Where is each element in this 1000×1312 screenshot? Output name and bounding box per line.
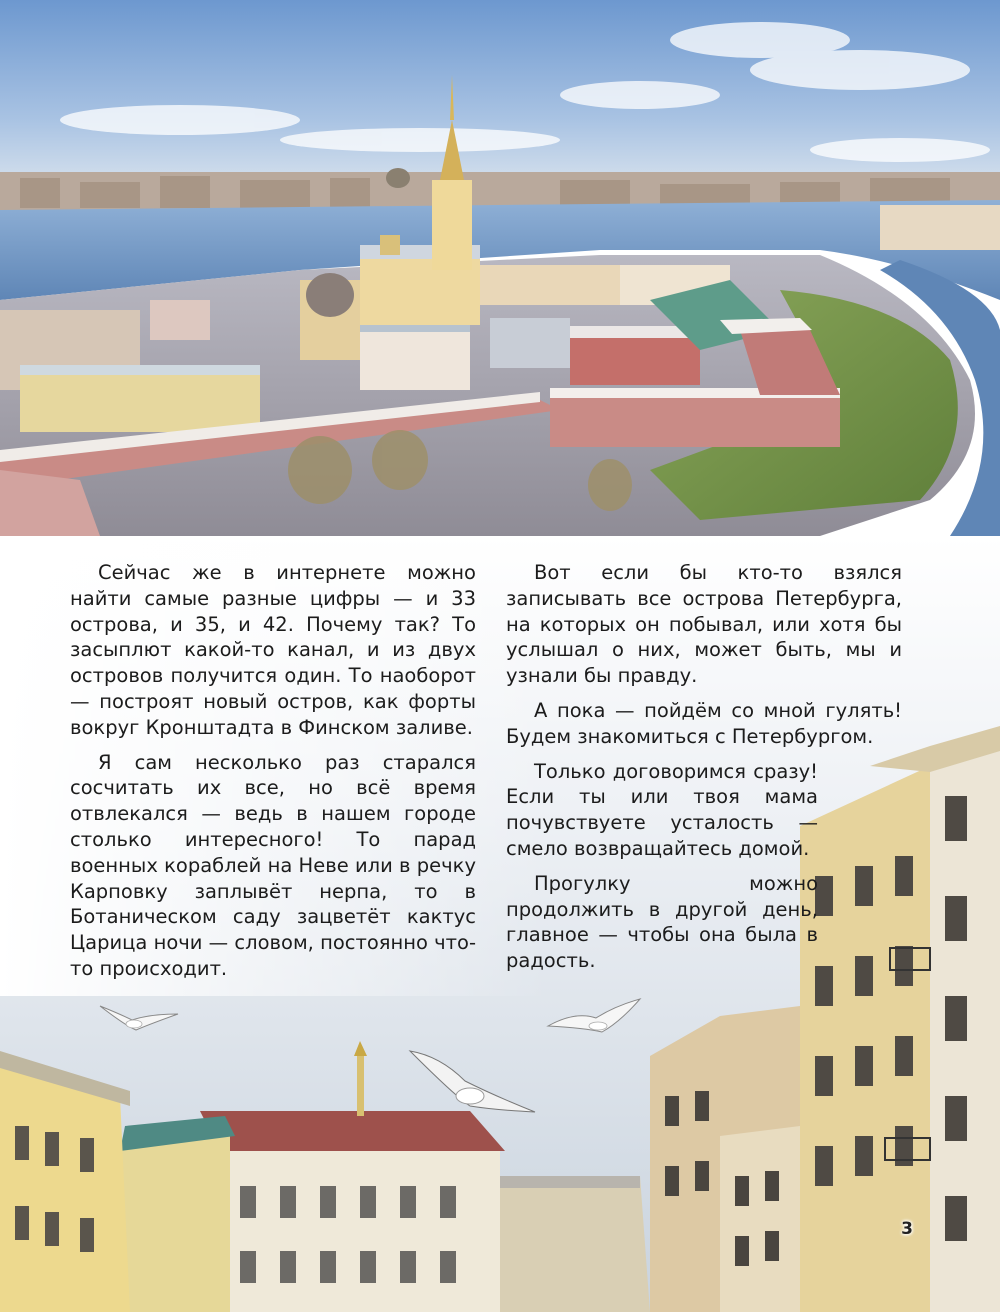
paragraph: Я сам несколько раз старался сосчитать их все, но всё время отвлекался — ведь в нашем городе столько интересного! То парад военных кораблей на Неве или в речку Карповку заплывёт нерпа, то в Ботаническом саду зацветёт кактус Царица ночи — словом, постоянно что-то происходит. <box>70 750 476 980</box>
sky <box>0 0 1000 200</box>
paragraph: Вот если бы кто-то взялся записывать все острова Петербурга, на которых он побывал, или хотя бы услышал о них, может быть, мы и узнали бы правду. <box>506 561 902 688</box>
top-photo-fortress <box>0 0 1000 536</box>
bastion <box>570 335 700 385</box>
page-number: 3 <box>901 1219 913 1239</box>
paragraph: А пока — пойдём со мной гулять! Будем знакомиться с Петербургом. <box>506 698 902 748</box>
text-column-left <box>70 560 476 991</box>
text-column-right <box>506 560 902 983</box>
bell-tower <box>432 180 472 270</box>
fortress-wall-south <box>550 395 840 447</box>
paragraph: Прогулку можно продолжить в другой день, главное — чтобы она была в радость. <box>506 871 818 973</box>
paragraph: Сейчас же в интернете можно найти самые разные цифры — и 33 острова, и 35, и 42. Почему так? То засыплют какой-то канал, и из двух островов получится один. То наоборот — построят новый остров, как форты вокруг Кронштадта в Финском заливе. <box>70 561 476 739</box>
central-building <box>220 1136 500 1312</box>
paragraph: Только договоримся сразу! Если ты или твоя мама почувствуете усталость — смело возвращайтесь домой. <box>506 759 818 860</box>
